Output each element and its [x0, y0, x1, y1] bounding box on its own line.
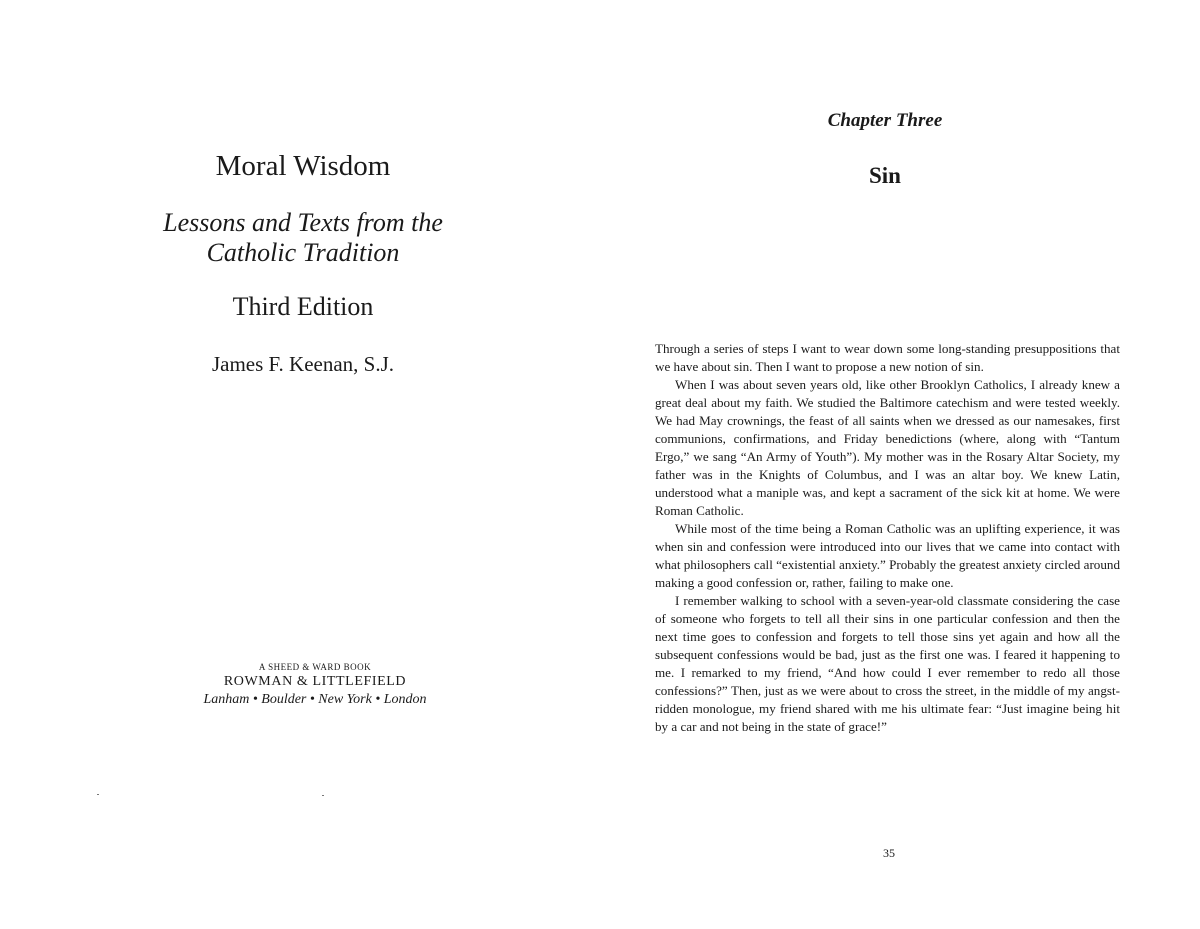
book-subtitle-line-2: Catholic Tradition [206, 238, 400, 267]
body-paragraph: I remember walking to school with a seven-year-old classmate considering the case of someone who forgets to tell all their sins in one particular confession and then the next time goes to confession and forgets to tell those sins yet again and how all the subsequent confessions would be bad, just as the first one was. I feared it happening to me. I remarked to my friend, “And how could I ever remember to redo all those confessions?” Then, just as we were about to cross the street, in the middle of my angst-ridden monologue, my friend shared with me his ultimate fear: “Just imagine being hit by a car and not being in the state of grace!” [655, 593, 1120, 734]
chapter-page [600, 0, 1200, 929]
chapter-body [655, 340, 1120, 736]
body-paragraph: When I was about seven years old, like other Brooklyn Catholics, I already knew a great deal about my faith. We studied the Baltimore catechism and were tested weekly. We had May crownings, the feast of all saints when we dressed as our namesakes, first communions, confirmations, and Friday benedictions (where, along with “Tantum Ergo,” we sang “An Army of Youth”). My mother was in the Rosary Altar Society, my father was in the Knights of Columbus, and I was an altar boy. We knew Latin, understood what a maniple was, and kept a sacrament of the sick kit at home. We were Roman Catholic. [655, 377, 1120, 518]
book-title: Moral Wisdom [215, 150, 391, 182]
page-number: 35 [883, 846, 895, 860]
book-author: James F. Keenan, S.J. [211, 352, 395, 376]
publisher-name: ROWMAN & LITTLEFIELD [223, 674, 407, 689]
imprint-line: A SHEED & WARD BOOK [258, 662, 372, 672]
book-subtitle-line-1: Lessons and Texts from the [163, 208, 443, 237]
scan-speck [322, 795, 324, 796]
chapter-label: Chapter Three [827, 110, 943, 131]
book-subtitle [0, 208, 606, 268]
chapter-title: Sin [869, 163, 901, 188]
publisher-locations: Lanham • Boulder • New York • London [203, 692, 427, 707]
body-paragraph: Through a series of steps I want to wear down some long-standing presuppositions that we have about sin. Then I want to propose a new notion of sin. [655, 341, 1120, 374]
scan-speck [97, 794, 99, 795]
book-edition: Third Edition [232, 292, 374, 321]
body-paragraph: While most of the time being a Roman Catholic was an uplifting experience, it was when sin and confession were introduced into our lives that we came into contact with what philosophers call “existential anxiety.” Probably the greatest anxiety circled around making a good confession or, rather, failing to make one. [655, 521, 1120, 590]
